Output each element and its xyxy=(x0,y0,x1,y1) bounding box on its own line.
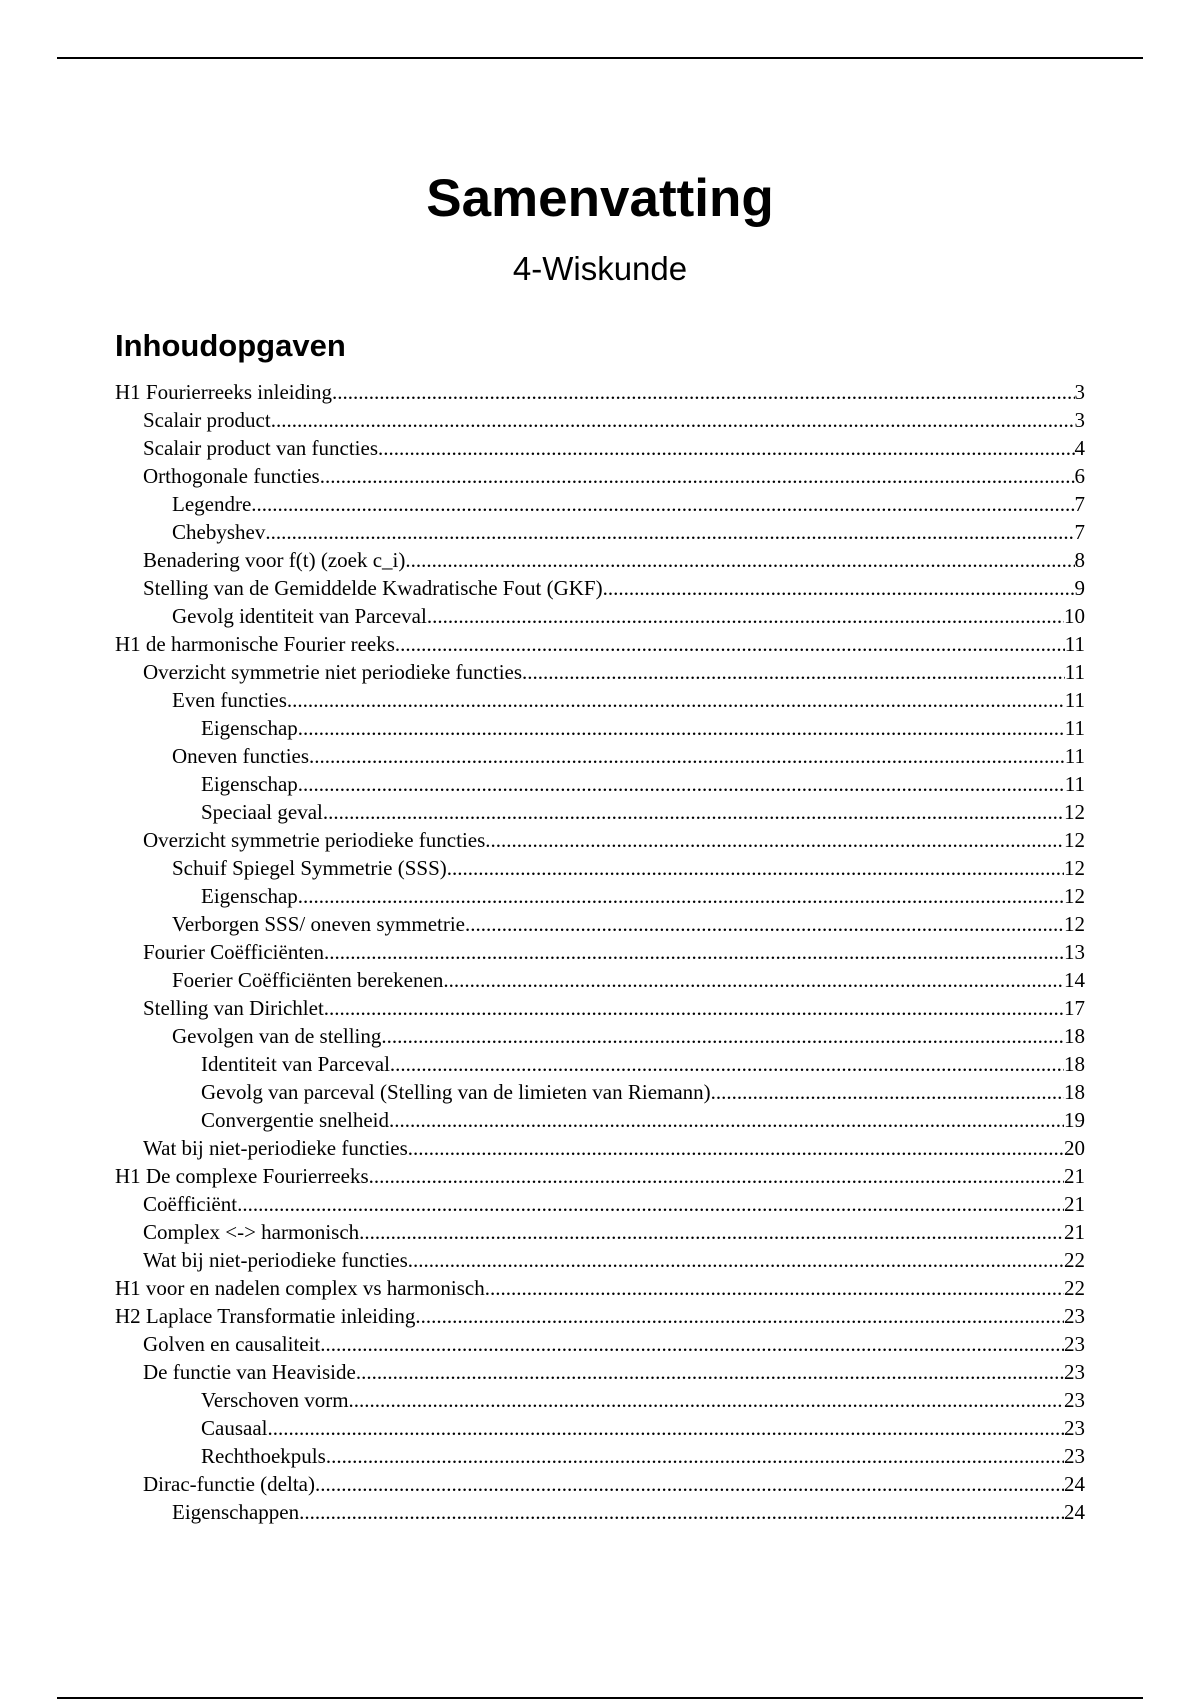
toc-entry[interactable] xyxy=(115,1022,1085,1050)
toc-dot-leader xyxy=(298,714,1065,742)
toc-dot-leader xyxy=(465,910,1064,938)
toc-dot-leader xyxy=(485,1274,1064,1302)
toc-entry-page: 24 xyxy=(1064,1472,1085,1496)
toc-entry-title: Overzicht symmetrie niet periodieke functies xyxy=(143,660,523,684)
toc-entry-page: 23 xyxy=(1064,1360,1085,1384)
toc-entry[interactable] xyxy=(115,1358,1085,1386)
toc-entry-page: 23 xyxy=(1064,1416,1085,1440)
toc-entry-page: 3 xyxy=(1074,380,1085,404)
toc-entry[interactable] xyxy=(115,518,1085,546)
toc-entry[interactable] xyxy=(115,770,1085,798)
toc-dot-leader xyxy=(320,462,1075,490)
toc-dot-leader xyxy=(378,434,1075,462)
toc-entry[interactable] xyxy=(115,1106,1085,1134)
toc-entry-title: Eigenschappen xyxy=(172,1500,300,1524)
document-title: Samenvatting xyxy=(426,169,774,228)
toc-entry-page: 21 xyxy=(1064,1164,1085,1188)
toc-entry-title: H1 De complexe Fourierreeks xyxy=(115,1164,369,1188)
toc-entry-title: Gevolgen van de stelling xyxy=(172,1024,382,1048)
toc-entry-title: Gevolg van parceval (Stelling van de limieten van Riemann) xyxy=(201,1080,711,1104)
toc-entry-title: Speciaal geval xyxy=(201,800,323,824)
toc-entry-page: 12 xyxy=(1064,800,1085,824)
toc-entry-page: 11 xyxy=(1064,632,1085,656)
toc-entry-title: H1 Fourierreeks inleiding xyxy=(115,380,332,404)
toc-entry[interactable] xyxy=(115,994,1085,1022)
footer-rule xyxy=(57,1697,1143,1699)
toc-entry-title: Scalair product xyxy=(143,408,271,432)
toc-entry-title: Wat bij niet-periodieke functies xyxy=(143,1248,408,1272)
toc-dot-leader xyxy=(603,574,1075,602)
toc-dot-leader xyxy=(323,798,1064,826)
toc-dot-leader xyxy=(711,1078,1064,1106)
toc-entry[interactable] xyxy=(115,854,1085,882)
toc-entry[interactable] xyxy=(115,910,1085,938)
toc-entry-page: 18 xyxy=(1064,1080,1085,1104)
header-rule xyxy=(57,57,1143,59)
toc-entry-title: Rechthoekpuls xyxy=(201,1444,326,1468)
table-of-contents xyxy=(115,378,1085,1526)
toc-entry-title: Causaal xyxy=(201,1416,268,1440)
toc-entry[interactable] xyxy=(115,658,1085,686)
toc-heading: Inhoudopgaven xyxy=(115,328,346,363)
document-subtitle: 4-Wiskunde xyxy=(512,250,688,287)
toc-dot-leader xyxy=(359,1218,1064,1246)
toc-entry-title: Even functies xyxy=(172,688,287,712)
toc-dot-leader xyxy=(485,826,1064,854)
toc-dot-leader xyxy=(237,1190,1064,1218)
toc-dot-leader xyxy=(299,1498,1064,1526)
toc-entry[interactable] xyxy=(115,378,1085,406)
toc-entry-page: 8 xyxy=(1074,548,1085,572)
toc-entry-title: Scalair product van functies xyxy=(143,436,378,460)
toc-dot-leader xyxy=(298,882,1064,910)
toc-entry-page: 19 xyxy=(1064,1108,1085,1132)
toc-entry[interactable] xyxy=(115,406,1085,434)
toc-dot-leader xyxy=(395,630,1065,658)
toc-entry[interactable] xyxy=(115,1050,1085,1078)
toc-entry-page: 11 xyxy=(1064,716,1085,740)
toc-entry[interactable] xyxy=(115,798,1085,826)
toc-entry[interactable] xyxy=(115,1190,1085,1218)
toc-entry-title: Wat bij niet-periodieke functies xyxy=(143,1136,408,1160)
toc-dot-leader xyxy=(447,854,1064,882)
toc-dot-leader xyxy=(332,378,1075,406)
toc-entry-page: 21 xyxy=(1064,1220,1085,1244)
toc-entry-page: 3 xyxy=(1074,408,1085,432)
toc-entry-title: H1 voor en nadelen complex vs harmonisch xyxy=(115,1276,485,1300)
toc-entry-title: Verborgen SSS/ oneven symmetrie xyxy=(172,912,465,936)
toc-dot-leader xyxy=(408,1246,1064,1274)
toc-entry-title: H2 Laplace Transformatie inleiding xyxy=(115,1304,416,1328)
toc-entry-title: Foerier Coëfficiënten berekenen xyxy=(172,968,444,992)
toc-entry-page: 7 xyxy=(1074,492,1085,516)
toc-entry[interactable] xyxy=(115,630,1085,658)
toc-entry-title: Eigenschap xyxy=(201,772,298,796)
toc-entry-page: 23 xyxy=(1064,1444,1085,1468)
toc-entry-page: 23 xyxy=(1064,1388,1085,1412)
toc-dot-leader xyxy=(390,1050,1064,1078)
toc-entry-title: Stelling van Dirichlet xyxy=(143,996,324,1020)
toc-entry-page: 14 xyxy=(1064,968,1085,992)
toc-entry[interactable] xyxy=(115,742,1085,770)
toc-entry-title: Eigenschap xyxy=(201,884,298,908)
toc-entry-title: H1 de harmonische Fourier reeks xyxy=(115,632,395,656)
toc-dot-leader xyxy=(356,1358,1064,1386)
toc-entry-page: 24 xyxy=(1064,1500,1085,1524)
toc-entry-title: Eigenschap xyxy=(201,716,298,740)
toc-entry[interactable] xyxy=(115,602,1085,630)
toc-entry-page: 13 xyxy=(1064,940,1085,964)
toc-entry[interactable] xyxy=(115,1470,1085,1498)
toc-dot-leader xyxy=(389,1106,1064,1134)
toc-entry-page: 20 xyxy=(1064,1136,1085,1160)
toc-dot-leader xyxy=(251,490,1074,518)
toc-entry[interactable] xyxy=(115,1078,1085,1106)
toc-entry[interactable] xyxy=(115,966,1085,994)
toc-entry-title: Benadering voor f(t) (zoek c_i) xyxy=(143,548,406,572)
toc-entry-page: 12 xyxy=(1064,856,1085,880)
toc-entry[interactable] xyxy=(115,546,1085,574)
toc-entry-page: 18 xyxy=(1064,1052,1085,1076)
toc-entry-title: Convergentie snelheid xyxy=(201,1108,389,1132)
toc-entry-page: 10 xyxy=(1064,604,1085,628)
toc-dot-leader xyxy=(309,742,1065,770)
toc-entry-page: 22 xyxy=(1064,1276,1085,1300)
toc-entry-title: Overzicht symmetrie periodieke functies xyxy=(143,828,486,852)
toc-entry-title: Orthogonale functies xyxy=(143,464,320,488)
toc-dot-leader xyxy=(265,518,1074,546)
toc-dot-leader xyxy=(324,938,1064,966)
toc-entry-title: Gevolg identiteit van Parceval xyxy=(172,604,427,628)
toc-entry-title: De functie van Heaviside xyxy=(143,1360,356,1384)
toc-entry-page: 21 xyxy=(1064,1192,1085,1216)
toc-entry-page: 12 xyxy=(1064,884,1085,908)
toc-entry[interactable] xyxy=(115,714,1085,742)
toc-dot-leader xyxy=(427,602,1064,630)
toc-dot-leader xyxy=(369,1162,1064,1190)
toc-entry[interactable] xyxy=(115,462,1085,490)
toc-dot-leader xyxy=(349,1386,1064,1414)
toc-entry[interactable] xyxy=(115,1134,1085,1162)
toc-entry[interactable] xyxy=(115,1246,1085,1274)
toc-entry[interactable] xyxy=(115,1218,1085,1246)
toc-entry-title: Dirac-functie (delta) xyxy=(143,1472,315,1496)
toc-entry[interactable] xyxy=(115,882,1085,910)
toc-entry[interactable] xyxy=(115,490,1085,518)
toc-entry-title: Coëfficiënt xyxy=(143,1192,238,1216)
toc-entry-page: 17 xyxy=(1064,996,1085,1020)
toc-entry[interactable] xyxy=(115,1414,1085,1442)
toc-dot-leader xyxy=(415,1302,1064,1330)
toc-entry-page: 18 xyxy=(1064,1024,1085,1048)
toc-entry-page: 12 xyxy=(1064,828,1085,852)
toc-entry[interactable] xyxy=(115,826,1085,854)
toc-dot-leader xyxy=(522,658,1065,686)
toc-entry[interactable] xyxy=(115,574,1085,602)
toc-entry-page: 6 xyxy=(1074,464,1085,488)
toc-entry-page: 11 xyxy=(1064,688,1085,712)
toc-entry[interactable] xyxy=(115,1274,1085,1302)
toc-dot-leader xyxy=(326,1442,1064,1470)
toc-entry-title: Schuif Spiegel Symmetrie (SSS) xyxy=(172,856,447,880)
toc-entry-title: Oneven functies xyxy=(172,744,310,768)
toc-dot-leader xyxy=(408,1134,1064,1162)
toc-entry-page: 9 xyxy=(1074,576,1085,600)
toc-entry-page: 4 xyxy=(1074,436,1085,460)
toc-dot-leader xyxy=(443,966,1064,994)
toc-entry-title: Identiteit van Parceval xyxy=(201,1052,390,1076)
toc-dot-leader xyxy=(405,546,1074,574)
toc-entry-page: 11 xyxy=(1064,772,1085,796)
toc-entry[interactable] xyxy=(115,1498,1085,1526)
toc-entry-page: 23 xyxy=(1064,1332,1085,1356)
toc-entry-page: 7 xyxy=(1074,520,1085,544)
toc-entry-title: Complex <-> harmonisch xyxy=(143,1220,360,1244)
toc-entry[interactable] xyxy=(115,1386,1085,1414)
toc-entry[interactable] xyxy=(115,1302,1085,1330)
toc-entry[interactable] xyxy=(115,1442,1085,1470)
toc-entry-title: Fourier Coëfficiënten xyxy=(143,940,324,964)
toc-entry[interactable] xyxy=(115,938,1085,966)
toc-entry-page: 12 xyxy=(1064,912,1085,936)
toc-dot-leader xyxy=(287,686,1065,714)
toc-entry[interactable] xyxy=(115,686,1085,714)
toc-dot-leader xyxy=(267,1414,1064,1442)
toc-entry-title: Chebyshev xyxy=(172,520,266,544)
toc-entry[interactable] xyxy=(115,434,1085,462)
toc-dot-leader xyxy=(315,1470,1064,1498)
toc-dot-leader xyxy=(381,1022,1064,1050)
toc-entry-title: Verschoven vorm xyxy=(201,1388,349,1412)
toc-entry[interactable] xyxy=(115,1330,1085,1358)
toc-dot-leader xyxy=(324,994,1064,1022)
toc-entry-title: Golven en causaliteit xyxy=(143,1332,321,1356)
toc-entry[interactable] xyxy=(115,1162,1085,1190)
toc-dot-leader xyxy=(298,770,1065,798)
toc-entry-page: 11 xyxy=(1064,660,1085,684)
toc-entry-page: 11 xyxy=(1064,744,1085,768)
toc-dot-leader xyxy=(320,1330,1064,1358)
toc-entry-title: Legendre xyxy=(172,492,252,516)
toc-entry-title: Stelling van de Gemiddelde Kwadratische Fout (GKF) xyxy=(143,576,603,600)
toc-entry-page: 23 xyxy=(1064,1304,1085,1328)
toc-dot-leader xyxy=(271,406,1075,434)
toc-entry-page: 22 xyxy=(1064,1248,1085,1272)
